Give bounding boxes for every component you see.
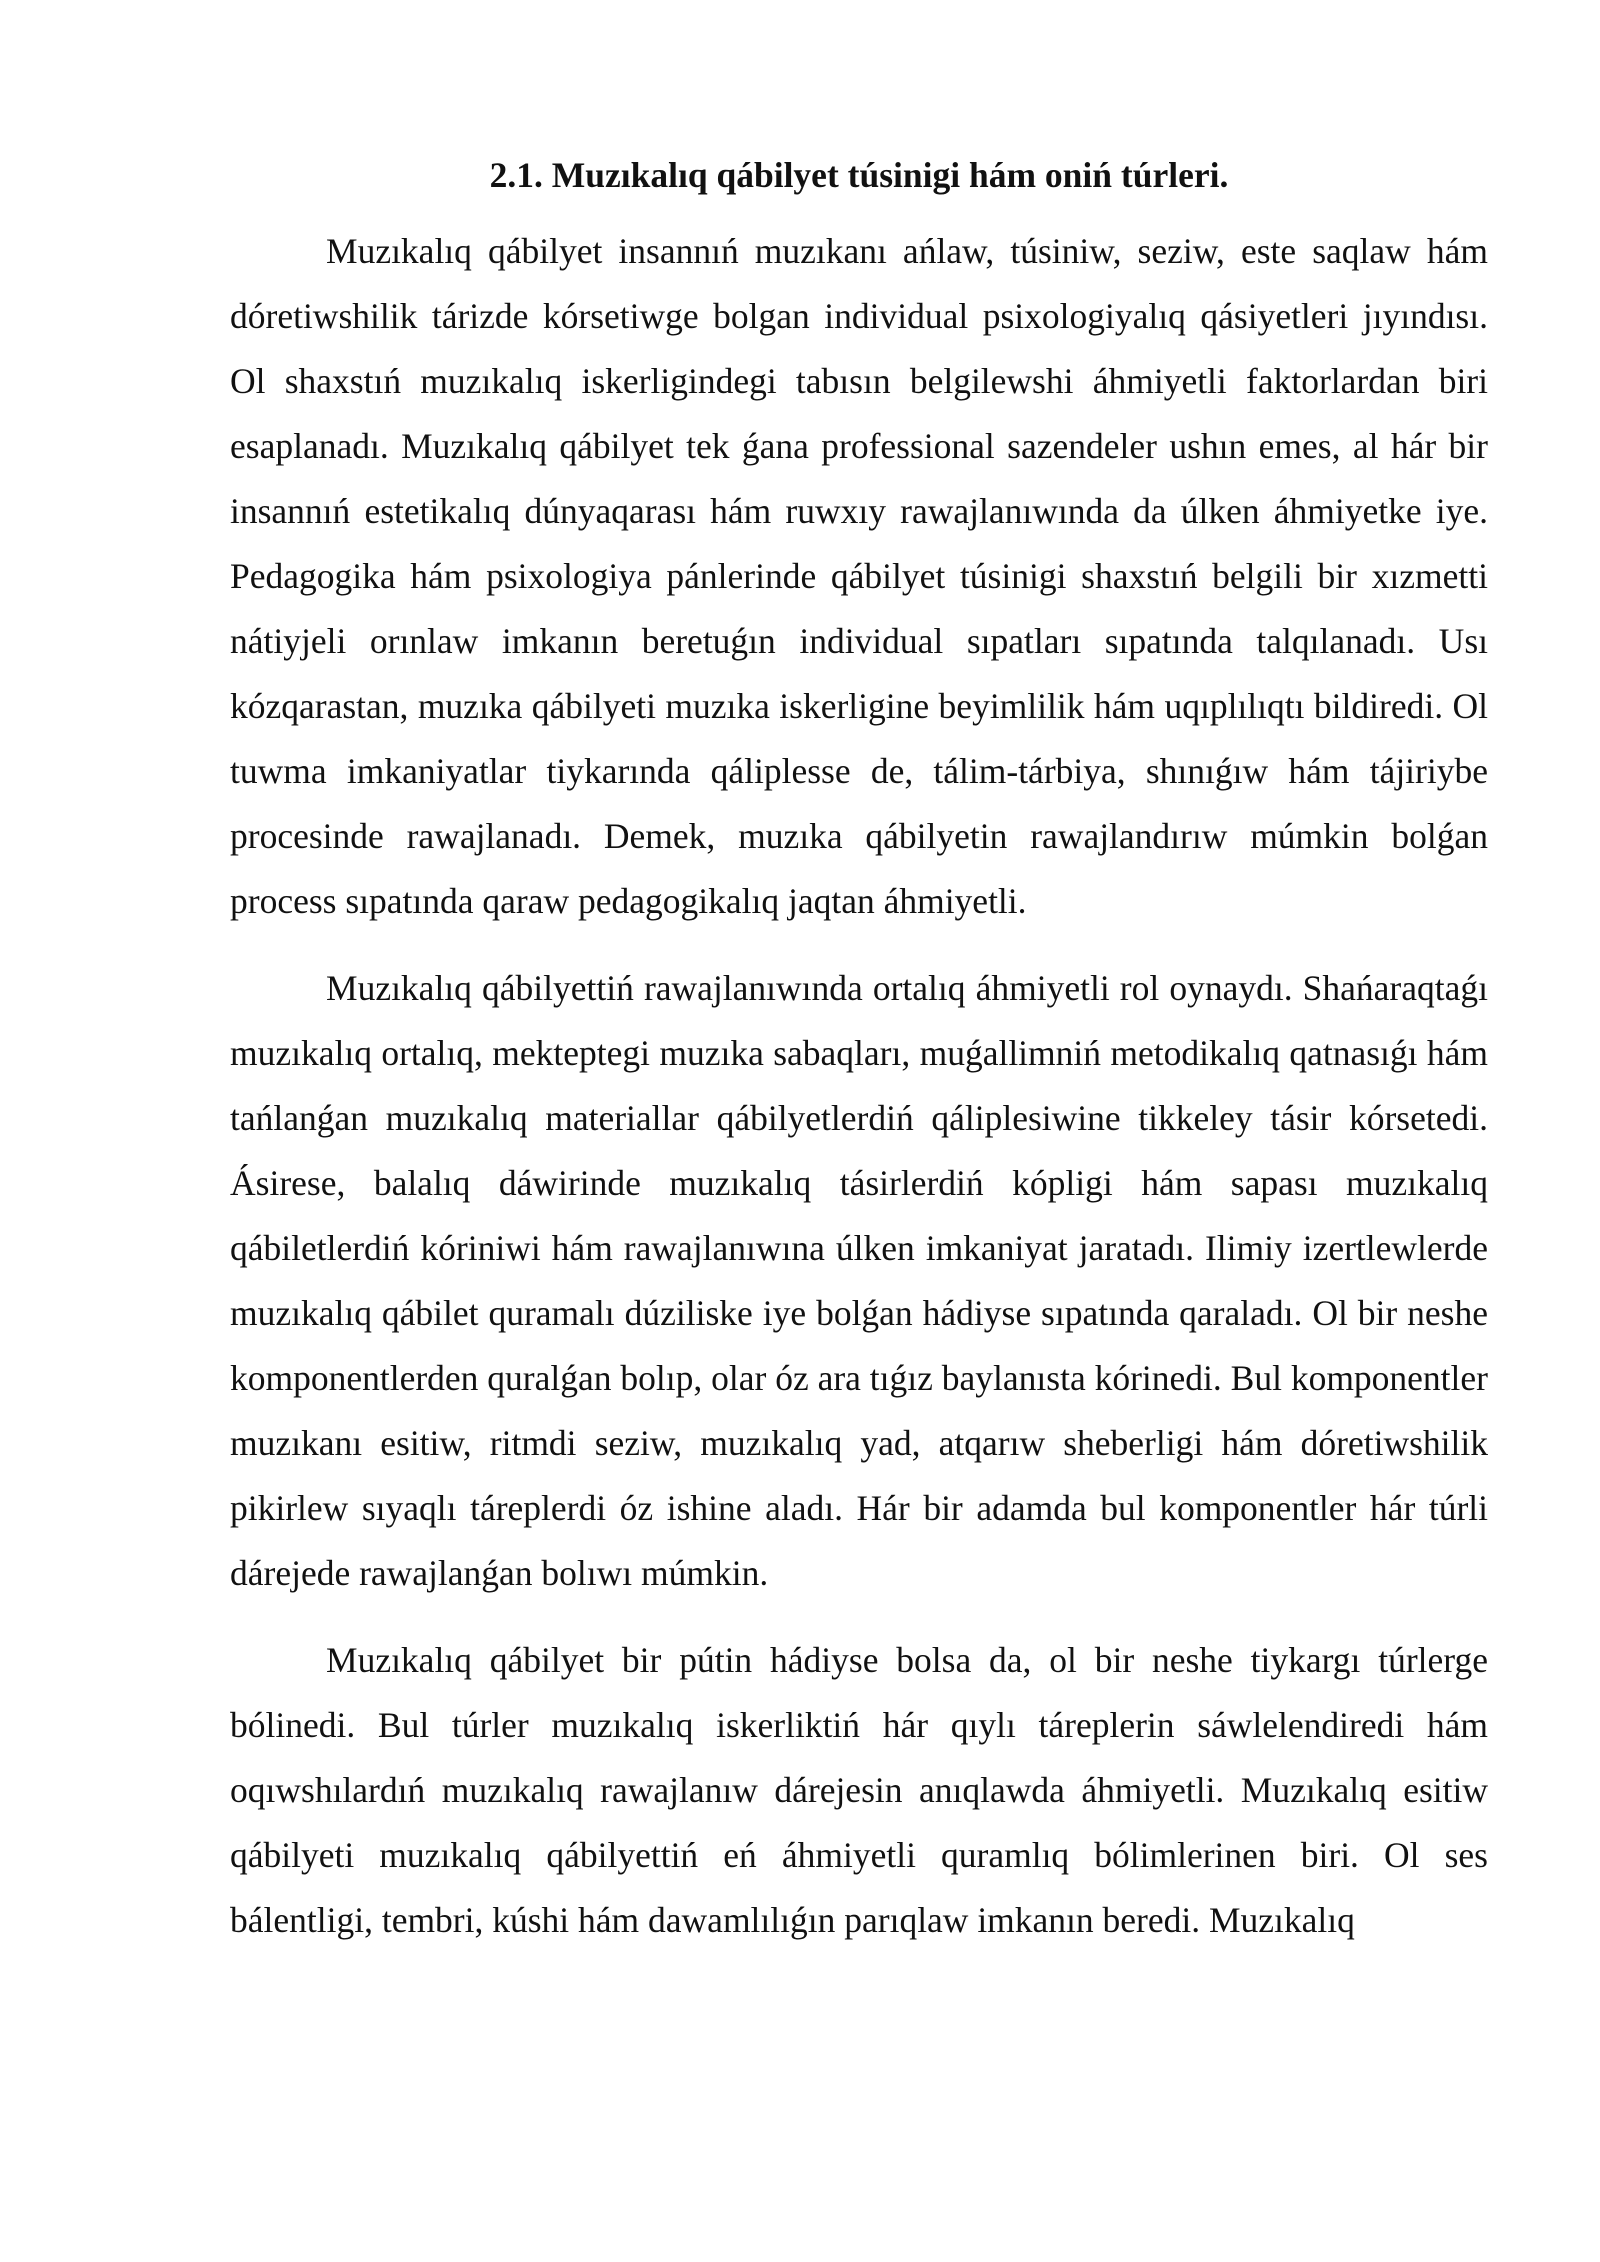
paragraph-3: Muzıkalıq qábilyet bir pútin hádiyse bolsa da, ol bir neshe tiykargı túrlerge bólinedi. Bul túrler muzıkalıq iskerliktiń hár qıylı tárepl​erin sáwlelendiredi hám oqıwshılardıń muzıkalıq rawajlanıw dárejesin anıqlawda áhmiyetli. Muzıkalıq esitiw qábilyeti muzıkalıq qábilyettiń eń áhmiyetli quramlıq bólimlerinen biri. Ol ses bálentligi, tembri, kúshi hám dawamlılıǵın parıqlaw imkanın beredi. Muzıkalıq — [230, 1640, 1488, 1940]
section-heading: 2.1. Muzıkalıq qábilyet túsinigi hám oniń túrleri. — [489, 155, 1229, 195]
paragraph-2: Muzıkalıq qábilyettiń rawajlanıwında ortalıq áhmiyetli rol oynaydı. Shańaraqtaǵı muzıkalıq ortalıq, mekteptegi muzıka sabaqları, muǵallimniń metodikalıq qatnasıǵı hám tańlanǵan muzıkalıq materiallar qábilyetlerdiń qáliplesiwine tikkeley tásir kórsetedi. Ásirese, balalıq dáwirinde muzıkalıq tásirlerdiń kópligi hám sapası muzıkalıq qábiletlerdiń kóriniwi hám rawajlanıwına úlken imkaniyat jaratadı. Ilimiy izertlewlerde muzıkalıq qábilet quramalı dúziliske iye bolǵan hádiyse sıpatında qaraladı. Ol bir neshe komponentlerden quralǵan bolıp, olar óz ara tıǵız baylanısta kórinedi. Bul komponentler muzıkanı esitiw, ritmdi seziw, muzıkalıq yad, atqarıw sheberligi hám dóretiwshilik pikirlew sıyaqlı tárepl​erdi óz ishine aladı. Hár bir adamda bul komponentler hár túrli dárejede rawajlanǵan bolıwı múmkin. — [230, 968, 1488, 1593]
paragraph-1: Muzıkalıq qábilyet insannıń muzıkanı ańlaw, túsiniw, seziw, este saqlaw hám dóretiwshilik tárizde kórsetiwge bolgan individual psixologiyalıq qásiyetleri jıyındısı. Ol shaxstıń muzıkalıq iskerligindegi tabısın belgilewshi áhmiyetli faktorlardan biri esaplanadı. Muzıkalıq qábilyet tek ǵana professional sazendeler ushın emes, al hár bir insannıń estetikalıq dúnyaqarası hám ruwxıy rawajlanıwında da úlken áhmiyetke iye. Pedagogika hám psixologiya pánlerinde qábilyet túsinigi shaxstıń belgili bir xızmetti nátiyjeli orınlaw imkanın beretuǵın individual sıpatları sıpatında talqılanadı. Usı kózqarastan, muzıka qábilyeti muzıka iskerligine beyimlilik hám uqıplılıqtı bildiredi. Ol tuwma imkaniyatlar tiykarında qáliplesse de, tálim-tárbiya, shınıǵıw hám tájiriybe procesinde rawajlanadı. Demek, muzıka qábilyetin rawajlandırıw múmkin bolǵan process sıpatında qaraw pedagogikalıq jaqtan áhmiyetli. — [230, 231, 1488, 921]
document-body — [230, 150, 1488, 1953]
